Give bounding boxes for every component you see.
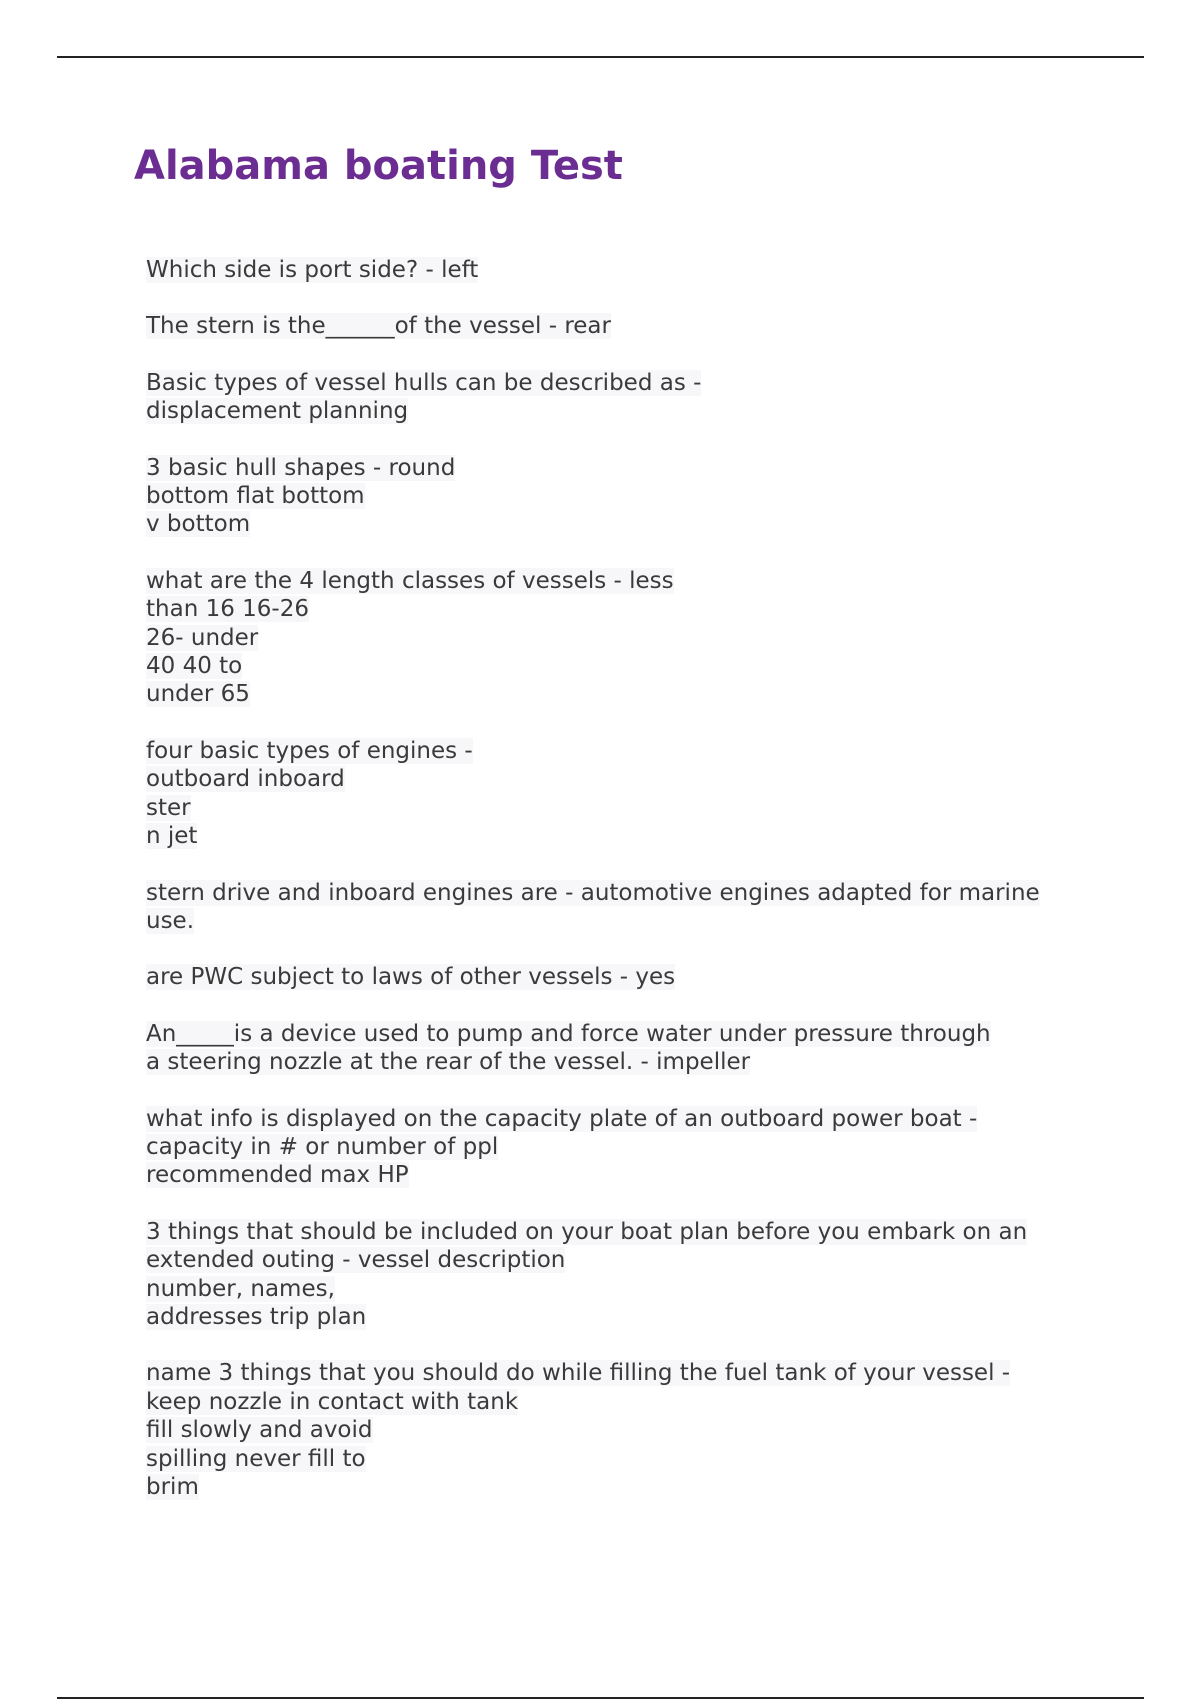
qa-line-text: what info is displayed on the capacity plate of an outboard power boat - xyxy=(146,1105,978,1132)
qa-item xyxy=(146,1359,1106,1501)
qa-line-text: spilling never fill to xyxy=(146,1445,366,1472)
qa-line-text: An_____is a device used to pump and force water under pressure through xyxy=(146,1020,991,1047)
qa-item xyxy=(146,567,1106,709)
qa-line xyxy=(146,1218,1106,1246)
qa-line xyxy=(146,907,1106,935)
qa-line xyxy=(146,256,1106,284)
qa-line-text: under 65 xyxy=(146,681,250,708)
qa-line xyxy=(146,1105,1106,1133)
qa-item xyxy=(146,1105,1106,1190)
qa-item xyxy=(146,256,1106,284)
qa-line xyxy=(146,765,1106,793)
qa-line-text: Basic types of vessel hulls can be described as - xyxy=(146,369,702,396)
document-title: Alabama boating Test xyxy=(134,143,623,189)
qa-line xyxy=(146,369,1106,397)
qa-line xyxy=(146,454,1106,482)
qa-line xyxy=(146,1246,1106,1274)
qa-line-text: n jet xyxy=(146,823,198,850)
qa-line xyxy=(146,737,1106,765)
qa-line xyxy=(146,794,1106,822)
qa-line-text: stern drive and inboard engines are - automotive engines adapted for marine xyxy=(146,879,1040,906)
qa-line xyxy=(146,1445,1106,1473)
qa-line xyxy=(146,652,1106,680)
qa-line-text: 3 basic hull shapes - round xyxy=(146,454,456,481)
qa-line xyxy=(146,1359,1106,1387)
qa-line xyxy=(146,397,1106,425)
qa-item xyxy=(146,369,1106,426)
qa-line xyxy=(146,1275,1106,1303)
qa-item xyxy=(146,879,1106,936)
qa-line-text: four basic types of engines - xyxy=(146,737,473,764)
qa-line-text: a steering nozzle at the rear of the vessel. - impeller xyxy=(146,1049,751,1076)
qa-line-text: 3 things that should be included on your boat plan before you embark on an xyxy=(146,1218,1028,1245)
footer-rule xyxy=(57,1697,1144,1699)
question-answer-list xyxy=(146,256,1106,1529)
qa-line-text: fill slowly and avoid xyxy=(146,1417,373,1444)
qa-line xyxy=(146,1473,1106,1501)
header-rule xyxy=(57,56,1144,58)
qa-line xyxy=(146,482,1106,510)
qa-line-text: bottom flat bottom xyxy=(146,483,365,510)
qa-item xyxy=(146,1020,1106,1077)
qa-line xyxy=(146,822,1106,850)
qa-item xyxy=(146,1218,1106,1332)
qa-line-text: recommended max HP xyxy=(146,1162,409,1189)
qa-item xyxy=(146,963,1106,991)
qa-line xyxy=(146,510,1106,538)
qa-line-text: displacement planning xyxy=(146,398,409,425)
qa-line-text: extended outing - vessel description xyxy=(146,1247,566,1274)
qa-line-text: number, names, xyxy=(146,1275,335,1302)
qa-line-text: ster xyxy=(146,794,191,821)
qa-line xyxy=(146,1133,1106,1161)
qa-item xyxy=(146,312,1106,340)
qa-line-text: brim xyxy=(146,1474,199,1500)
qa-item xyxy=(146,737,1106,851)
qa-item xyxy=(146,454,1106,539)
qa-line-text: keep nozzle in contact with tank xyxy=(146,1388,519,1415)
qa-line xyxy=(146,624,1106,652)
qa-line xyxy=(146,1048,1106,1076)
qa-line xyxy=(146,567,1106,595)
qa-line xyxy=(146,879,1106,907)
qa-line xyxy=(146,1416,1106,1444)
qa-line-text: 26- under xyxy=(146,624,259,651)
qa-line-text: 40 40 to xyxy=(146,653,243,680)
qa-line xyxy=(146,680,1106,708)
qa-line xyxy=(146,312,1106,340)
qa-line xyxy=(146,1388,1106,1416)
qa-line xyxy=(146,1161,1106,1189)
qa-line xyxy=(146,963,1106,991)
qa-line-text: than 16 16-26 xyxy=(146,596,309,623)
qa-line xyxy=(146,595,1106,623)
qa-line-text: use. xyxy=(146,907,195,934)
qa-line-text: v bottom xyxy=(146,511,251,538)
qa-line xyxy=(146,1303,1106,1331)
qa-line xyxy=(146,1020,1106,1048)
qa-line-text: are PWC subject to laws of other vessels - yes xyxy=(146,964,676,991)
qa-line-text: addresses trip plan xyxy=(146,1303,367,1330)
qa-line-text: Which side is port side? - left xyxy=(146,257,479,283)
qa-line-text: what are the 4 length classes of vessels - less xyxy=(146,567,674,594)
qa-line-text: outboard inboard xyxy=(146,766,345,793)
qa-line-text: name 3 things that you should do while filling the fuel tank of your vessel - xyxy=(146,1360,1011,1387)
qa-line-text: capacity in # or number of ppl xyxy=(146,1133,499,1160)
qa-line-text: The stern is the______of the vessel - rear xyxy=(146,313,611,340)
